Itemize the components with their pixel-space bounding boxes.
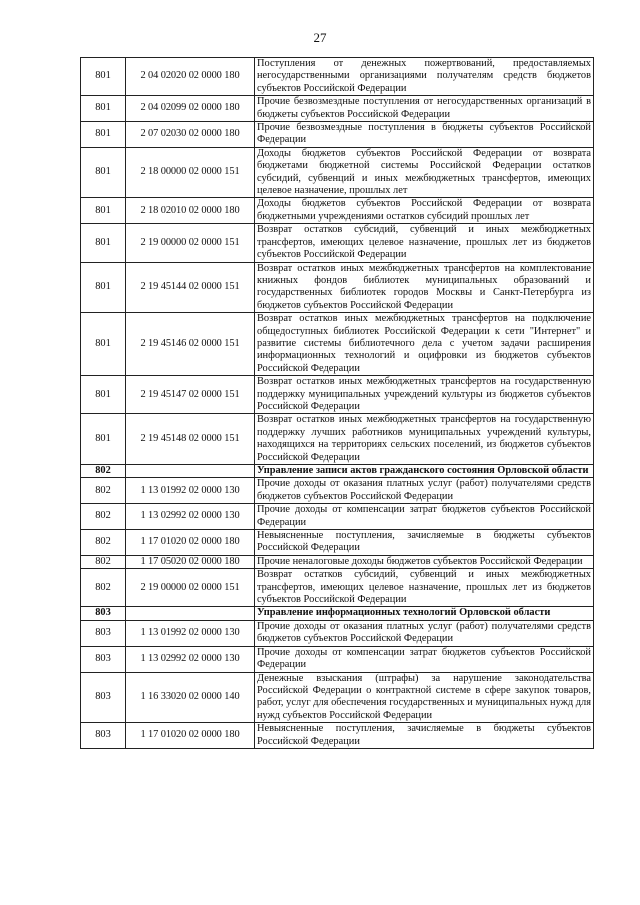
revenue-code-cell: 2 18 02010 02 0000 180 — [126, 198, 255, 224]
admin-code-cell: 802 — [81, 530, 126, 556]
table-row — [81, 530, 594, 556]
table-row — [81, 478, 594, 504]
admin-code-cell: 801 — [81, 122, 126, 148]
revenue-name-cell: Доходы бюджетов субъектов Российской Федерации от возврата бюджетными учреждениями остатков субсидий прошлых лет — [255, 198, 594, 224]
admin-code-cell: 803 — [81, 672, 126, 723]
revenue-code-cell — [126, 465, 255, 478]
table-row — [81, 646, 594, 672]
table-row — [81, 198, 594, 224]
revenue-code-cell: 2 04 02020 02 0000 180 — [126, 58, 255, 96]
revenue-code-cell: 2 19 00000 02 0000 151 — [126, 569, 255, 607]
table-row — [81, 504, 594, 530]
revenue-code-cell: 1 13 01992 02 0000 130 — [126, 620, 255, 646]
table-row — [81, 96, 594, 122]
admin-code-cell: 802 — [81, 465, 126, 478]
revenue-name-cell: Возврат остатков иных межбюджетных трансфертов на подключение общедоступных библиотек Российской Федерации к сети "Интернет" и развитие системы библиотечного дела с учетом задачи расширения информационных технологий и оцифровки из бюджетов субъектов Российской Федерации — [255, 313, 594, 376]
revenue-code-cell: 2 19 45144 02 0000 151 — [126, 262, 255, 313]
table-row — [81, 414, 594, 465]
admin-code-cell: 801 — [81, 58, 126, 96]
revenue-code-cell: 2 04 02099 02 0000 180 — [126, 96, 255, 122]
revenue-name-cell: Возврат остатков иных межбюджетных трансфертов на государственную поддержку лучших работников муниципальных учреждений культуры, находящихся на территориях сельских поселений, из бюджетов субъектов Российской Федерации — [255, 414, 594, 465]
admin-code-cell: 801 — [81, 96, 126, 122]
revenue-name-cell: Невыясненные поступления, зачисляемые в бюджеты субъектов Российской Федерации — [255, 723, 594, 749]
revenue-code-cell: 1 17 01020 02 0000 180 — [126, 530, 255, 556]
section-header-row — [81, 607, 594, 620]
revenue-name-cell: Прочие доходы от компенсации затрат бюджетов субъектов Российской Федерации — [255, 504, 594, 530]
admin-code-cell: 802 — [81, 478, 126, 504]
revenue-code-cell: 1 13 02992 02 0000 130 — [126, 504, 255, 530]
revenue-codes-table — [80, 57, 594, 749]
revenue-code-cell: 1 17 01020 02 0000 180 — [126, 723, 255, 749]
revenue-name-cell: Управление информационных технологий Орловской области — [255, 607, 594, 620]
admin-code-cell: 801 — [81, 376, 126, 414]
revenue-code-cell — [126, 607, 255, 620]
revenue-code-cell: 2 18 00000 02 0000 151 — [126, 147, 255, 198]
admin-code-cell: 803 — [81, 646, 126, 672]
admin-code-cell: 801 — [81, 224, 126, 262]
revenue-code-cell: 1 13 02992 02 0000 130 — [126, 646, 255, 672]
admin-code-cell: 801 — [81, 262, 126, 313]
revenue-code-cell: 2 19 45148 02 0000 151 — [126, 414, 255, 465]
section-header-row — [81, 465, 594, 478]
revenue-name-cell: Прочие доходы от оказания платных услуг (работ) получателями средств бюджетов субъектов Российской Федерации — [255, 478, 594, 504]
revenue-name-cell: Прочие доходы от компенсации затрат бюджетов субъектов Российской Федерации — [255, 646, 594, 672]
table-row — [81, 555, 594, 568]
revenue-name-cell: Возврат остатков субсидий, субвенций и иных межбюджетных трансфертов, имеющих целевое назначение, прошлых лет из бюджетов субъектов Российской Федерации — [255, 224, 594, 262]
revenue-code-cell: 2 19 00000 02 0000 151 — [126, 224, 255, 262]
revenue-name-cell: Возврат остатков иных межбюджетных трансфертов на комплектование книжных фондов библиотек муниципальных образований и государственных библиотек городов Москвы и Санкт-Петербурга из бюджетов субъектов Российской Федерации — [255, 262, 594, 313]
table-row — [81, 313, 594, 376]
revenue-name-cell: Невыясненные поступления, зачисляемые в бюджеты субъектов Российской Федерации — [255, 530, 594, 556]
table-row — [81, 122, 594, 148]
table-row — [81, 723, 594, 749]
admin-code-cell: 803 — [81, 607, 126, 620]
revenue-code-cell: 2 19 45146 02 0000 151 — [126, 313, 255, 376]
revenue-code-cell: 1 16 33020 02 0000 140 — [126, 672, 255, 723]
revenue-code-cell: 2 07 02030 02 0000 180 — [126, 122, 255, 148]
admin-code-cell: 803 — [81, 620, 126, 646]
table-row — [81, 147, 594, 198]
admin-code-cell: 801 — [81, 147, 126, 198]
revenue-name-cell: Возврат остатков иных межбюджетных трансфертов на государственную поддержку муниципальных учреждений культуры из бюджетов субъектов Российской Федерации — [255, 376, 594, 414]
revenue-code-cell: 2 19 45147 02 0000 151 — [126, 376, 255, 414]
revenue-name-cell: Управление записи актов гражданского состояния Орловской области — [255, 465, 594, 478]
admin-code-cell: 802 — [81, 555, 126, 568]
revenue-name-cell: Денежные взыскания (штрафы) за нарушение законодательства Российской Федерации о контрактной системе в сфере закупок товаров, работ, услуг для обеспечения государственных и муниципальных нужд для нужд субъектов Российской Федерации — [255, 672, 594, 723]
table-body — [81, 58, 594, 749]
admin-code-cell: 803 — [81, 723, 126, 749]
admin-code-cell: 802 — [81, 504, 126, 530]
admin-code-cell: 801 — [81, 414, 126, 465]
table-row — [81, 620, 594, 646]
table-row — [81, 58, 594, 96]
revenue-name-cell: Прочие неналоговые доходы бюджетов субъектов Российской Федерации — [255, 555, 594, 568]
table-row — [81, 376, 594, 414]
table-row — [81, 569, 594, 607]
admin-code-cell: 801 — [81, 198, 126, 224]
revenue-name-cell: Прочие безвозмездные поступления от негосударственных организаций в бюджеты субъектов Российской Федерации — [255, 96, 594, 122]
table-row — [81, 672, 594, 723]
revenue-name-cell: Возврат остатков субсидий, субвенций и иных межбюджетных трансфертов, имеющих целевое назначение, прошлых лет из бюджетов субъектов Российской Федерации — [255, 569, 594, 607]
revenue-name-cell: Поступления от денежных пожертвований, предоставляемых негосударственными организациями получателям средств бюджетов субъектов Российской Федерации — [255, 58, 594, 96]
table-row — [81, 262, 594, 313]
admin-code-cell: 801 — [81, 313, 126, 376]
revenue-name-cell: Доходы бюджетов субъектов Российской Федерации от возврата бюджетами бюджетной системы Российской Федерации остатков субсидий, субвенций и иных межбюджетных трансфертов, имеющих целевое назначение, прошлых лет — [255, 147, 594, 198]
page-number: 27 — [313, 30, 327, 45]
revenue-name-cell: Прочие доходы от оказания платных услуг (работ) получателями средств бюджетов субъектов Российской Федерации — [255, 620, 594, 646]
revenue-code-cell: 1 13 01992 02 0000 130 — [126, 478, 255, 504]
table-row — [81, 224, 594, 262]
revenue-name-cell: Прочие безвозмездные поступления в бюджеты субъектов Российской Федерации — [255, 122, 594, 148]
revenue-code-cell: 1 17 05020 02 0000 180 — [126, 555, 255, 568]
admin-code-cell: 802 — [81, 569, 126, 607]
